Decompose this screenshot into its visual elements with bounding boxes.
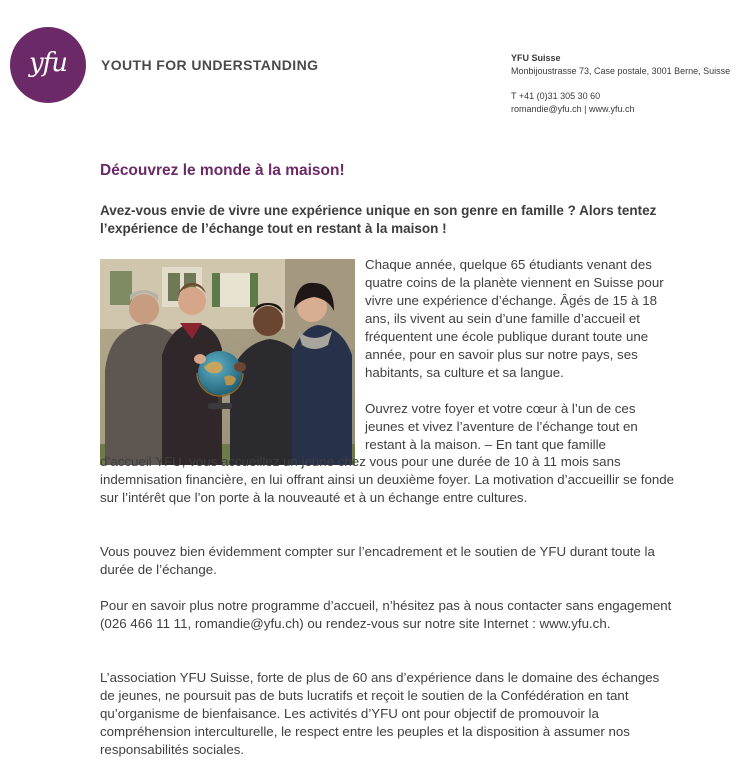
paragraph-5: L’association YFU Suisse, forte de plus de 60 ans d’expérience dans le domaine des échanges de jeunes, ne poursuit pas de buts lucratifs et reçoit le soutien de la Confédération en tant qu’organisme de bienfaisance. Les activités d’YFU ont pour objectif de promouvoir la compréhension interculturelle, le respect entre les peuples et la disposition à assumer nos responsabilités sociales. (100, 670, 660, 757)
yfu-logo (10, 27, 86, 103)
paragraph-3: Vous pouvez bien évidemment compter sur l’encadrement et le soutien de YFU durant toute la durée de l’échange. (100, 544, 655, 577)
article-intro: Avez-vous envie de vivre une expérience unique en son genre en famille ? Alors tentez l’expérience de l’échange tout en restant à la maison ! (100, 203, 657, 236)
contact-block (511, 52, 730, 115)
paragraph-2-end: d’accueil YFU, vous accueillez un jeune chez vous pour une durée de 10 à 11 mois sans indemnisation financière, en lui offrant ainsi un deuxième foyer. La motivation d’accueillir se fonde sur l’intérêt que l’on porte à la nouveauté et à un échange entre cultures. (100, 454, 675, 505)
contact-phone: T +41 (0)31 305 30 60 (511, 91, 601, 101)
contact-name: YFU Suisse (511, 53, 561, 63)
host-family-photo (100, 259, 355, 465)
contact-email-web[interactable]: romandie@yfu.ch | www.yfu.ch (511, 103, 635, 114)
paragraph-2-start: Ouvrez votre foyer et votre cœur à l’un de ces jeunes et vivez l’aventure de l’échange tout en restant à la maison. – En tant que famille (365, 401, 638, 452)
organization-name: YOUTH FOR UNDERSTANDING (101, 57, 319, 73)
contact-address: Monbijoustrasse 73, Case postale, 3001 Berne, Suisse (511, 65, 731, 76)
paragraph-1: Chaque année, quelque 65 étudiants venant des quatre coins de la planète viennent en Suisse pour vivre une expérience d’échange. Âgés de 15 à 18 ans, ils vivent au sein d’une famille d’accueil et fréquentent une école publique durant toute une année, pour en savoir plus sur notre pays, ses habitants, sa culture et sa langue. (365, 257, 664, 380)
article-headline: Découvrez le monde à la maison! (100, 162, 345, 179)
paragraph-4: Pour en savoir plus notre programme d’accueil, n’hésitez pas à nous contacter sans engagement (026 466 11 11, romandie@yfu.ch) ou rendez-vous sur notre site Internet : www.yfu.ch. (100, 598, 672, 631)
text-beside-photo (365, 256, 665, 454)
logo-text: yfu (28, 48, 68, 78)
